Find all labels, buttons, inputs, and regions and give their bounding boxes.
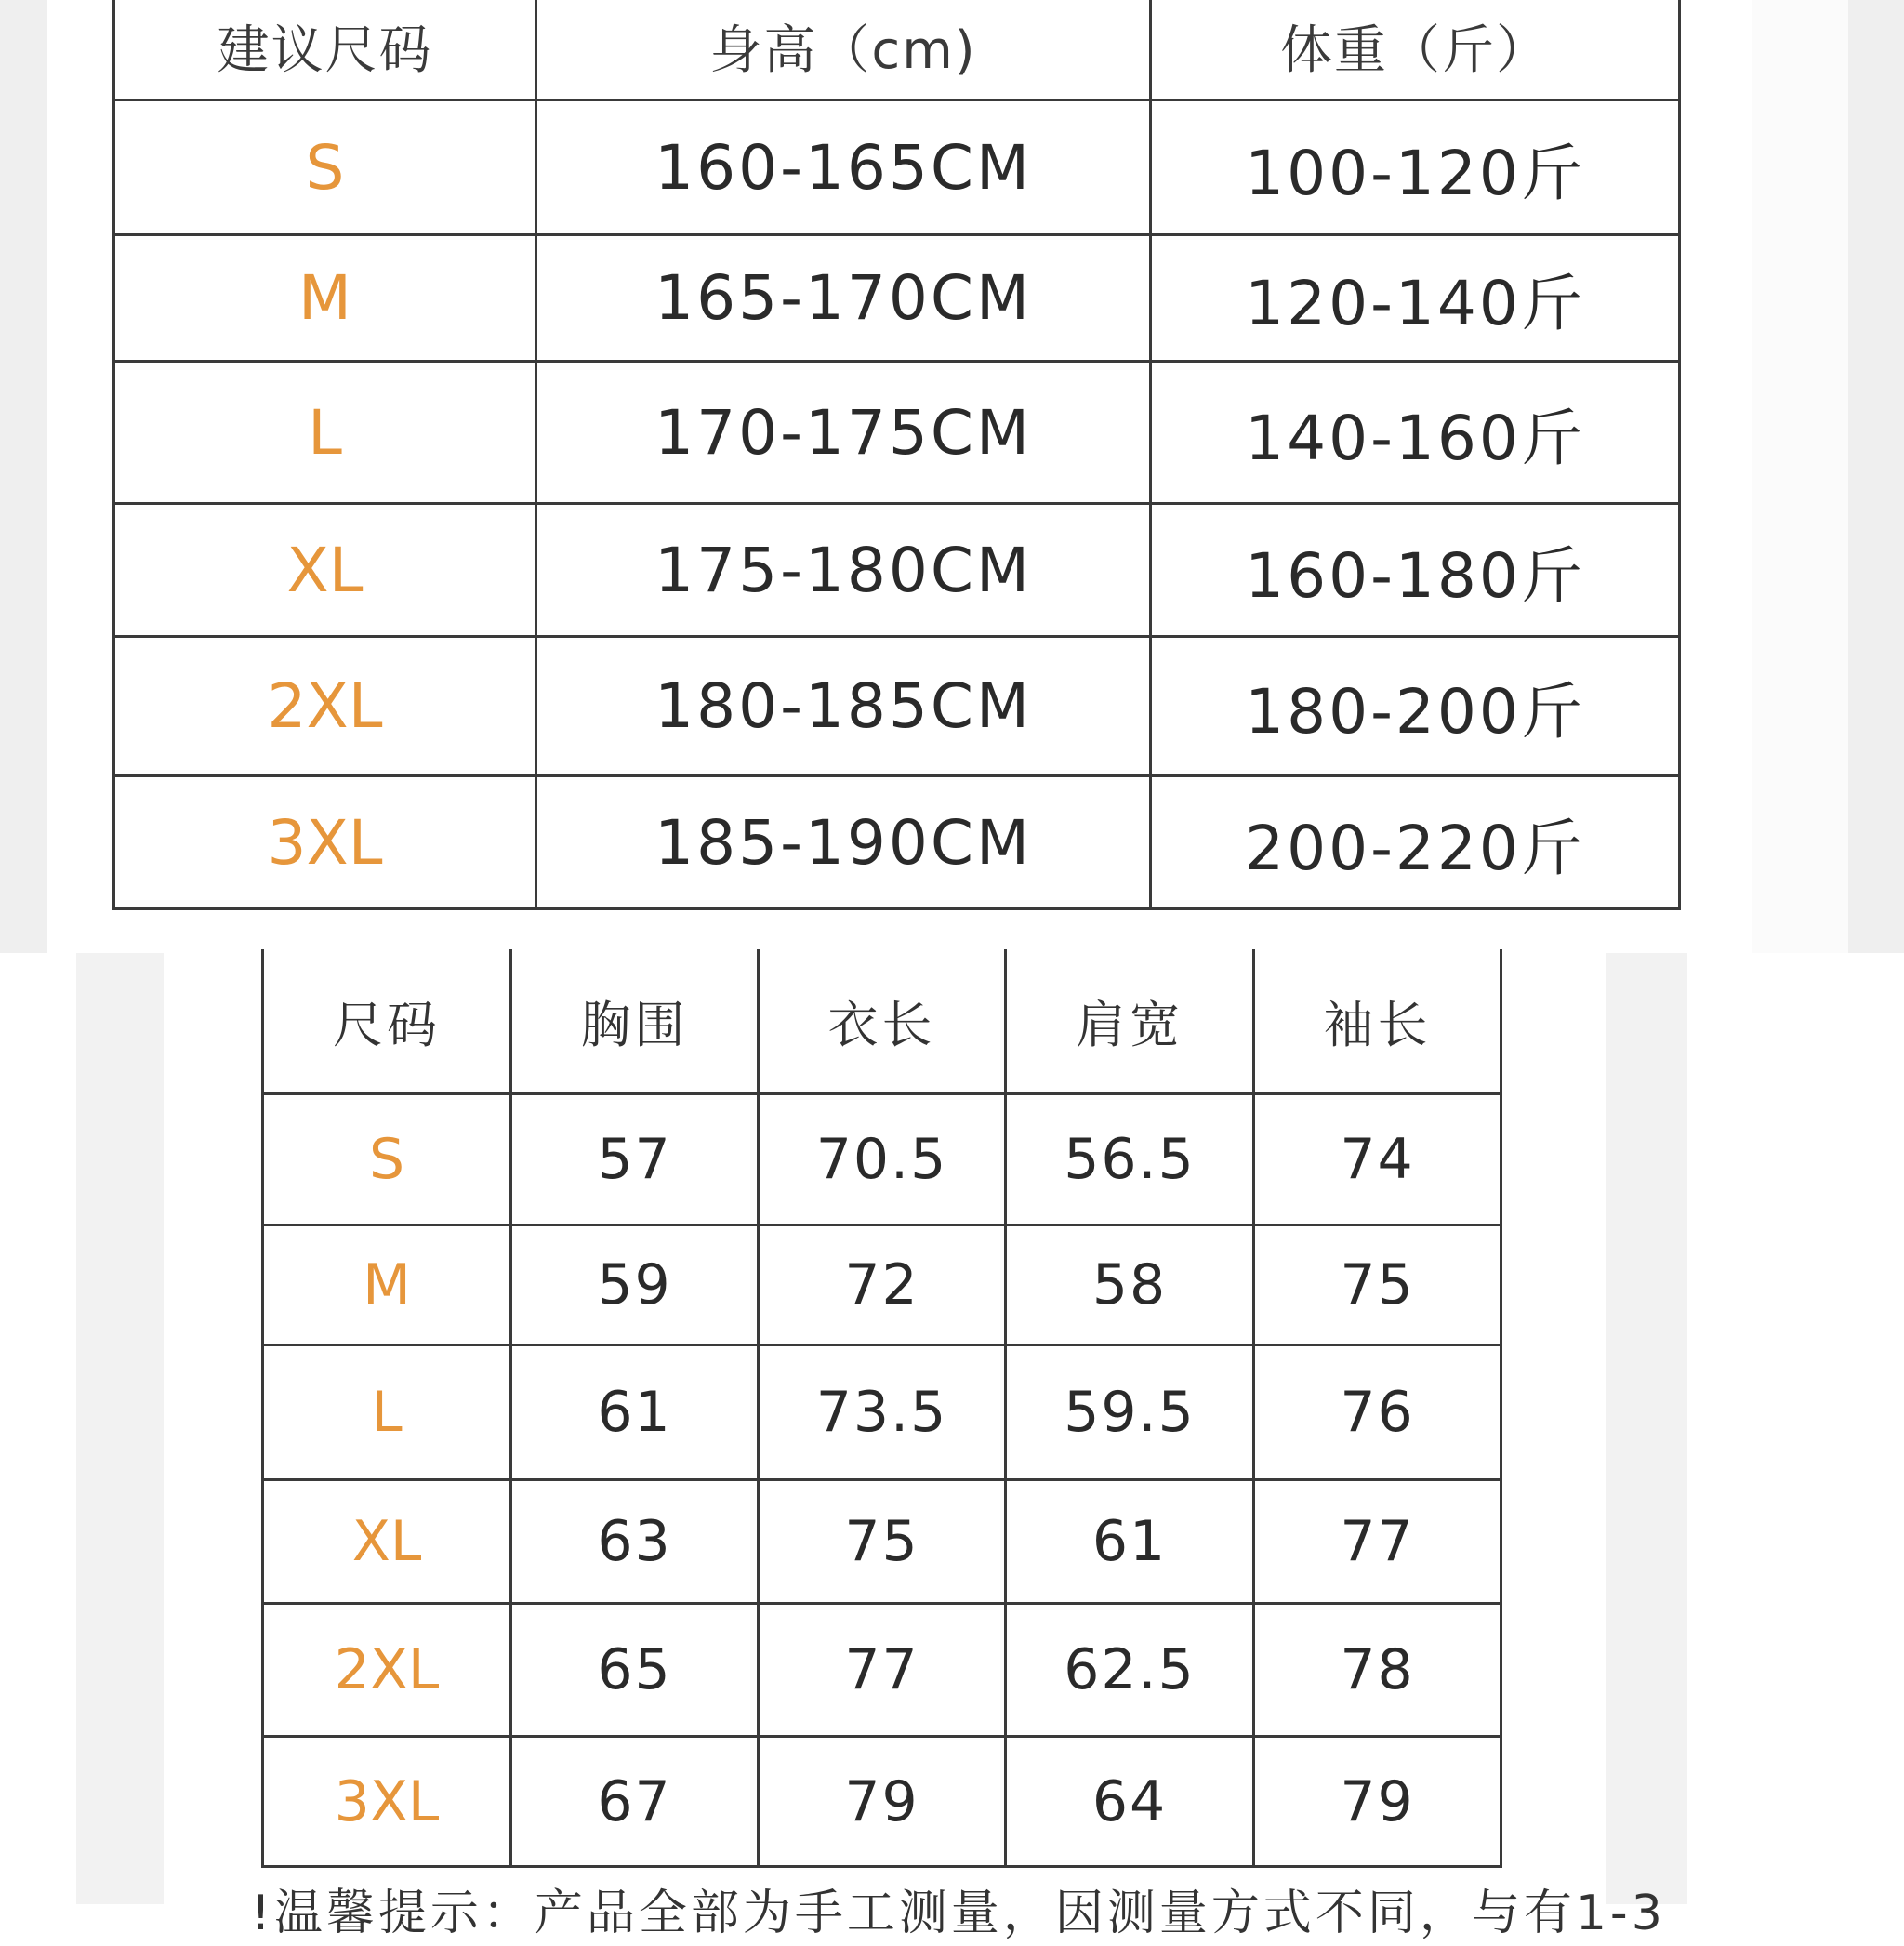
size-cell: 2XL xyxy=(263,1604,511,1737)
size-cell: XL xyxy=(263,1480,511,1604)
table-row xyxy=(114,362,1680,504)
table-row xyxy=(114,235,1680,362)
length-cell: 73.5 xyxy=(759,1345,1006,1480)
height-cell: 165-170CM xyxy=(536,235,1151,362)
header-length: 衣长 xyxy=(759,949,1006,1094)
length-cell: 79 xyxy=(759,1737,1006,1867)
right-margin-strip xyxy=(1606,953,1687,1904)
left-margin-strip xyxy=(76,953,164,1904)
height-cell: 160-165CM xyxy=(536,100,1151,235)
size-cell: L xyxy=(114,362,536,504)
chest-cell: 57 xyxy=(511,1094,759,1225)
table-row xyxy=(263,1225,1501,1345)
size-cell: S xyxy=(114,100,536,235)
height-cell: 180-185CM xyxy=(536,637,1151,776)
sleeve-cell: 76 xyxy=(1254,1345,1501,1480)
recommended-size-panel xyxy=(0,0,1904,953)
sleeve-cell: 74 xyxy=(1254,1094,1501,1225)
header-shoulder: 肩宽 xyxy=(1006,949,1254,1094)
length-cell: 70.5 xyxy=(759,1094,1006,1225)
weight-cell: 200-220斤 xyxy=(1151,776,1680,909)
chest-cell: 63 xyxy=(511,1480,759,1604)
length-cell: 72 xyxy=(759,1225,1006,1345)
height-cell: 175-180CM xyxy=(536,504,1151,637)
weight-cell: 140-160斤 xyxy=(1151,362,1680,504)
weight-cell: 100-120斤 xyxy=(1151,100,1680,235)
weight-cell: 160-180斤 xyxy=(1151,504,1680,637)
measurement-footnote: !温馨提示：产品全部为手工测量，因测量方式不同，与有1-3 xyxy=(251,1886,1666,1941)
size-cell: XL xyxy=(114,504,536,637)
sleeve-cell: 75 xyxy=(1254,1225,1501,1345)
measurement-panel xyxy=(0,953,1904,1941)
length-cell: 75 xyxy=(759,1480,1006,1604)
shoulder-cell: 56.5 xyxy=(1006,1094,1254,1225)
size-cell: 2XL xyxy=(114,637,536,776)
size-cell: 3XL xyxy=(114,776,536,909)
header-weight: 体重（斤） xyxy=(1151,0,1680,100)
chest-cell: 59 xyxy=(511,1225,759,1345)
right-margin-strip xyxy=(1752,0,1848,953)
weight-cell: 180-200斤 xyxy=(1151,637,1680,776)
size-cell: S xyxy=(263,1094,511,1225)
shoulder-cell: 61 xyxy=(1006,1480,1254,1604)
recommended-size-table xyxy=(112,0,1681,910)
chest-cell: 61 xyxy=(511,1345,759,1480)
table-header-row xyxy=(114,0,1680,100)
sleeve-cell: 78 xyxy=(1254,1604,1501,1737)
sleeve-cell: 77 xyxy=(1254,1480,1501,1604)
header-height: 身高（cm) xyxy=(536,0,1151,100)
measurement-table xyxy=(261,949,1502,1868)
shoulder-cell: 64 xyxy=(1006,1737,1254,1867)
header-sleeve: 袖长 xyxy=(1254,949,1501,1094)
length-cell: 77 xyxy=(759,1604,1006,1737)
size-cell: M xyxy=(114,235,536,362)
height-cell: 185-190CM xyxy=(536,776,1151,909)
height-cell: 170-175CM xyxy=(536,362,1151,504)
header-recommended-size: 建议尺码 xyxy=(114,0,536,100)
table-row xyxy=(114,100,1680,235)
header-size: 尺码 xyxy=(263,949,511,1094)
shoulder-cell: 59.5 xyxy=(1006,1345,1254,1480)
table-row xyxy=(114,504,1680,637)
weight-cell: 120-140斤 xyxy=(1151,235,1680,362)
shoulder-cell: 62.5 xyxy=(1006,1604,1254,1737)
table-row xyxy=(114,776,1680,909)
table-row xyxy=(263,1094,1501,1225)
table-header-row xyxy=(263,949,1501,1094)
table-row xyxy=(263,1480,1501,1604)
sleeve-cell: 79 xyxy=(1254,1737,1501,1867)
table-row xyxy=(263,1604,1501,1737)
chest-cell: 67 xyxy=(511,1737,759,1867)
size-cell: M xyxy=(263,1225,511,1345)
size-cell: L xyxy=(263,1345,511,1480)
shoulder-cell: 58 xyxy=(1006,1225,1254,1345)
header-chest: 胸围 xyxy=(511,949,759,1094)
chest-cell: 65 xyxy=(511,1604,759,1737)
table-row xyxy=(263,1345,1501,1480)
table-row xyxy=(114,637,1680,776)
size-cell: 3XL xyxy=(263,1737,511,1867)
table-row xyxy=(263,1737,1501,1867)
